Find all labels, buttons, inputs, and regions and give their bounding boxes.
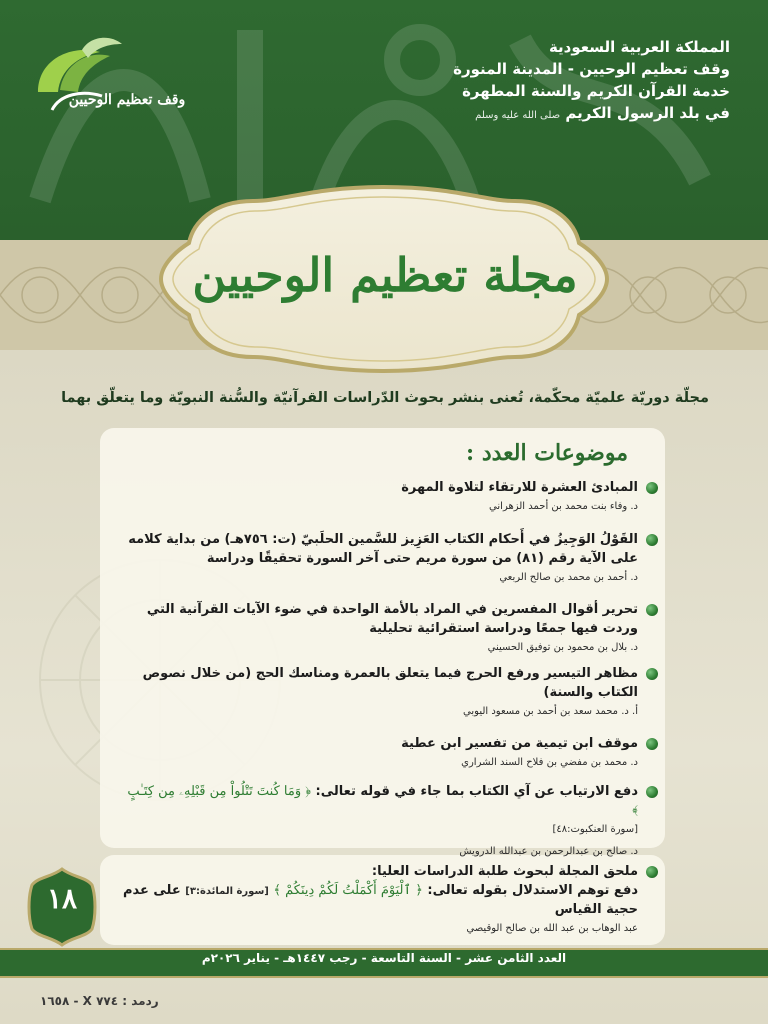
article-author: د. بلال بن محمود بن توفيق الحسيني — [487, 642, 638, 653]
article-item[interactable] — [118, 600, 638, 656]
journal-title: مجلة تعظيم الوحيين — [192, 248, 578, 302]
appendix-title — [118, 881, 638, 919]
article-item[interactable] — [118, 782, 638, 860]
bullet-icon — [646, 482, 658, 494]
logo-caption: وقف تعظيم الوحيين — [68, 92, 186, 108]
article-title: تحرير أقوال المفسرين في المراد بالأمة الواحدة في ضوء الآيات القرآنية التي وردت فيها جمعًا ودراسة استقرائية تحليلية — [146, 602, 638, 636]
article-title — [118, 782, 638, 820]
verse-reference: [سورة المائدة:٣] — [185, 886, 269, 897]
country-line: المملكة العربية السعودية — [548, 38, 730, 56]
quran-verse: ﴿ وَمَا كُنتَ تَتْلُواْ مِن قَبْلِهِۦ مِن كِتَـٰبٍ ﴾ — [127, 784, 638, 818]
honorific-text: صلى الله عليه وسلم — [475, 110, 561, 121]
bullet-icon — [646, 534, 658, 546]
endowment-line: وقف تعظيم الوحيين - المدينة المنورة — [453, 60, 730, 78]
appendix-author: عبد الوهاب بن عبد الله بن صالح الوقيصي — [466, 923, 638, 934]
city-line — [350, 102, 730, 127]
article-item[interactable] — [118, 478, 638, 515]
article-title-text: دفع الارتياب عن آي الكتاب بما جاء في قوله تعالى: — [315, 784, 638, 799]
article-author: أ. د. محمد سعد بن أحمد بن مسعود اليوبي — [463, 706, 638, 717]
bullet-icon — [646, 738, 658, 750]
appendix-title-text: دفع توهم الاستدلال بقوله تعالى: — [427, 883, 638, 898]
article-item[interactable] — [118, 734, 638, 771]
topics-heading: موضوعات العدد : — [466, 440, 628, 466]
appendix-item[interactable] — [118, 862, 638, 937]
service-line: خدمة القرآن الكريم والسنة المطهرة — [462, 82, 730, 100]
verse-reference: [سورة العنكبوت:٤٨] — [552, 824, 638, 835]
appendix-heading: ملحق المجلة لبحوث طلبة الدراسات العليا: — [371, 864, 638, 879]
article-author: د. محمد بن مفضي بن فلاح السند الشراري — [461, 757, 638, 768]
city-text: في بلد الرسول الكريم — [565, 104, 730, 122]
article-item[interactable] — [118, 664, 638, 720]
bullet-icon — [646, 604, 658, 616]
issue-info: العدد الثامن عشر - السنة التاسعة - رجب ١٤٤٧هـ - يناير ٢٠٢٦م — [201, 951, 567, 965]
issue-number: ١٨ — [46, 882, 78, 915]
article-author: د. وفاء بنت محمد بن أحمد الزهراني — [489, 501, 638, 512]
journal-description: مجلّة دوريّة علميّة محكّمة، تُعنى بنشر بحوث الدّراسات القرآنيّة والسُّنة النبويّة وما يتعلّق بهما — [61, 390, 709, 406]
article-author: د. أحمد بن محمد بن صالح الربعي — [499, 572, 638, 583]
institution-info — [350, 36, 730, 127]
issn-number: ردمد : ٧٧٤ X - ١٦٥٨ — [40, 994, 159, 1008]
article-item[interactable] — [118, 530, 638, 586]
article-title: المبادئ العشرة للارتقاء لتلاوة المهرة — [401, 480, 638, 495]
bullet-icon — [646, 866, 658, 878]
article-author: د. صالح بن عبدالرحمن بن عبدالله الدرويش — [459, 846, 638, 857]
bullet-icon — [646, 668, 658, 680]
appendix-title-end: على عدم حجية القياس — [122, 883, 638, 917]
endowment-logo-icon — [30, 30, 200, 130]
article-title: موقف ابن تيمية من تفسير ابن عطية — [401, 736, 638, 751]
quran-verse: ﴿ ٱلْيَوْمَ أَكْمَلْتُ لَكُمْ دِينَكُمْ ﴾ — [273, 883, 423, 898]
bullet-icon — [646, 786, 658, 798]
article-title: مظاهر التيسير ورفع الحرج فيما يتعلق بالعمرة ومناسك الحج (من خلال نصوص الكتاب والسنة) — [142, 666, 638, 700]
article-title: القَوْلُ الوَجِيزُ في أَحكام الكتاب العَزِيز للسَّمين الحلَبيّ (ت: ٧٥٦هـ) من بداية كلامه على الآية رقم (٨١) من سورة مريم حتى آخر السورة تحقيقًا ودراسة — [128, 532, 638, 566]
